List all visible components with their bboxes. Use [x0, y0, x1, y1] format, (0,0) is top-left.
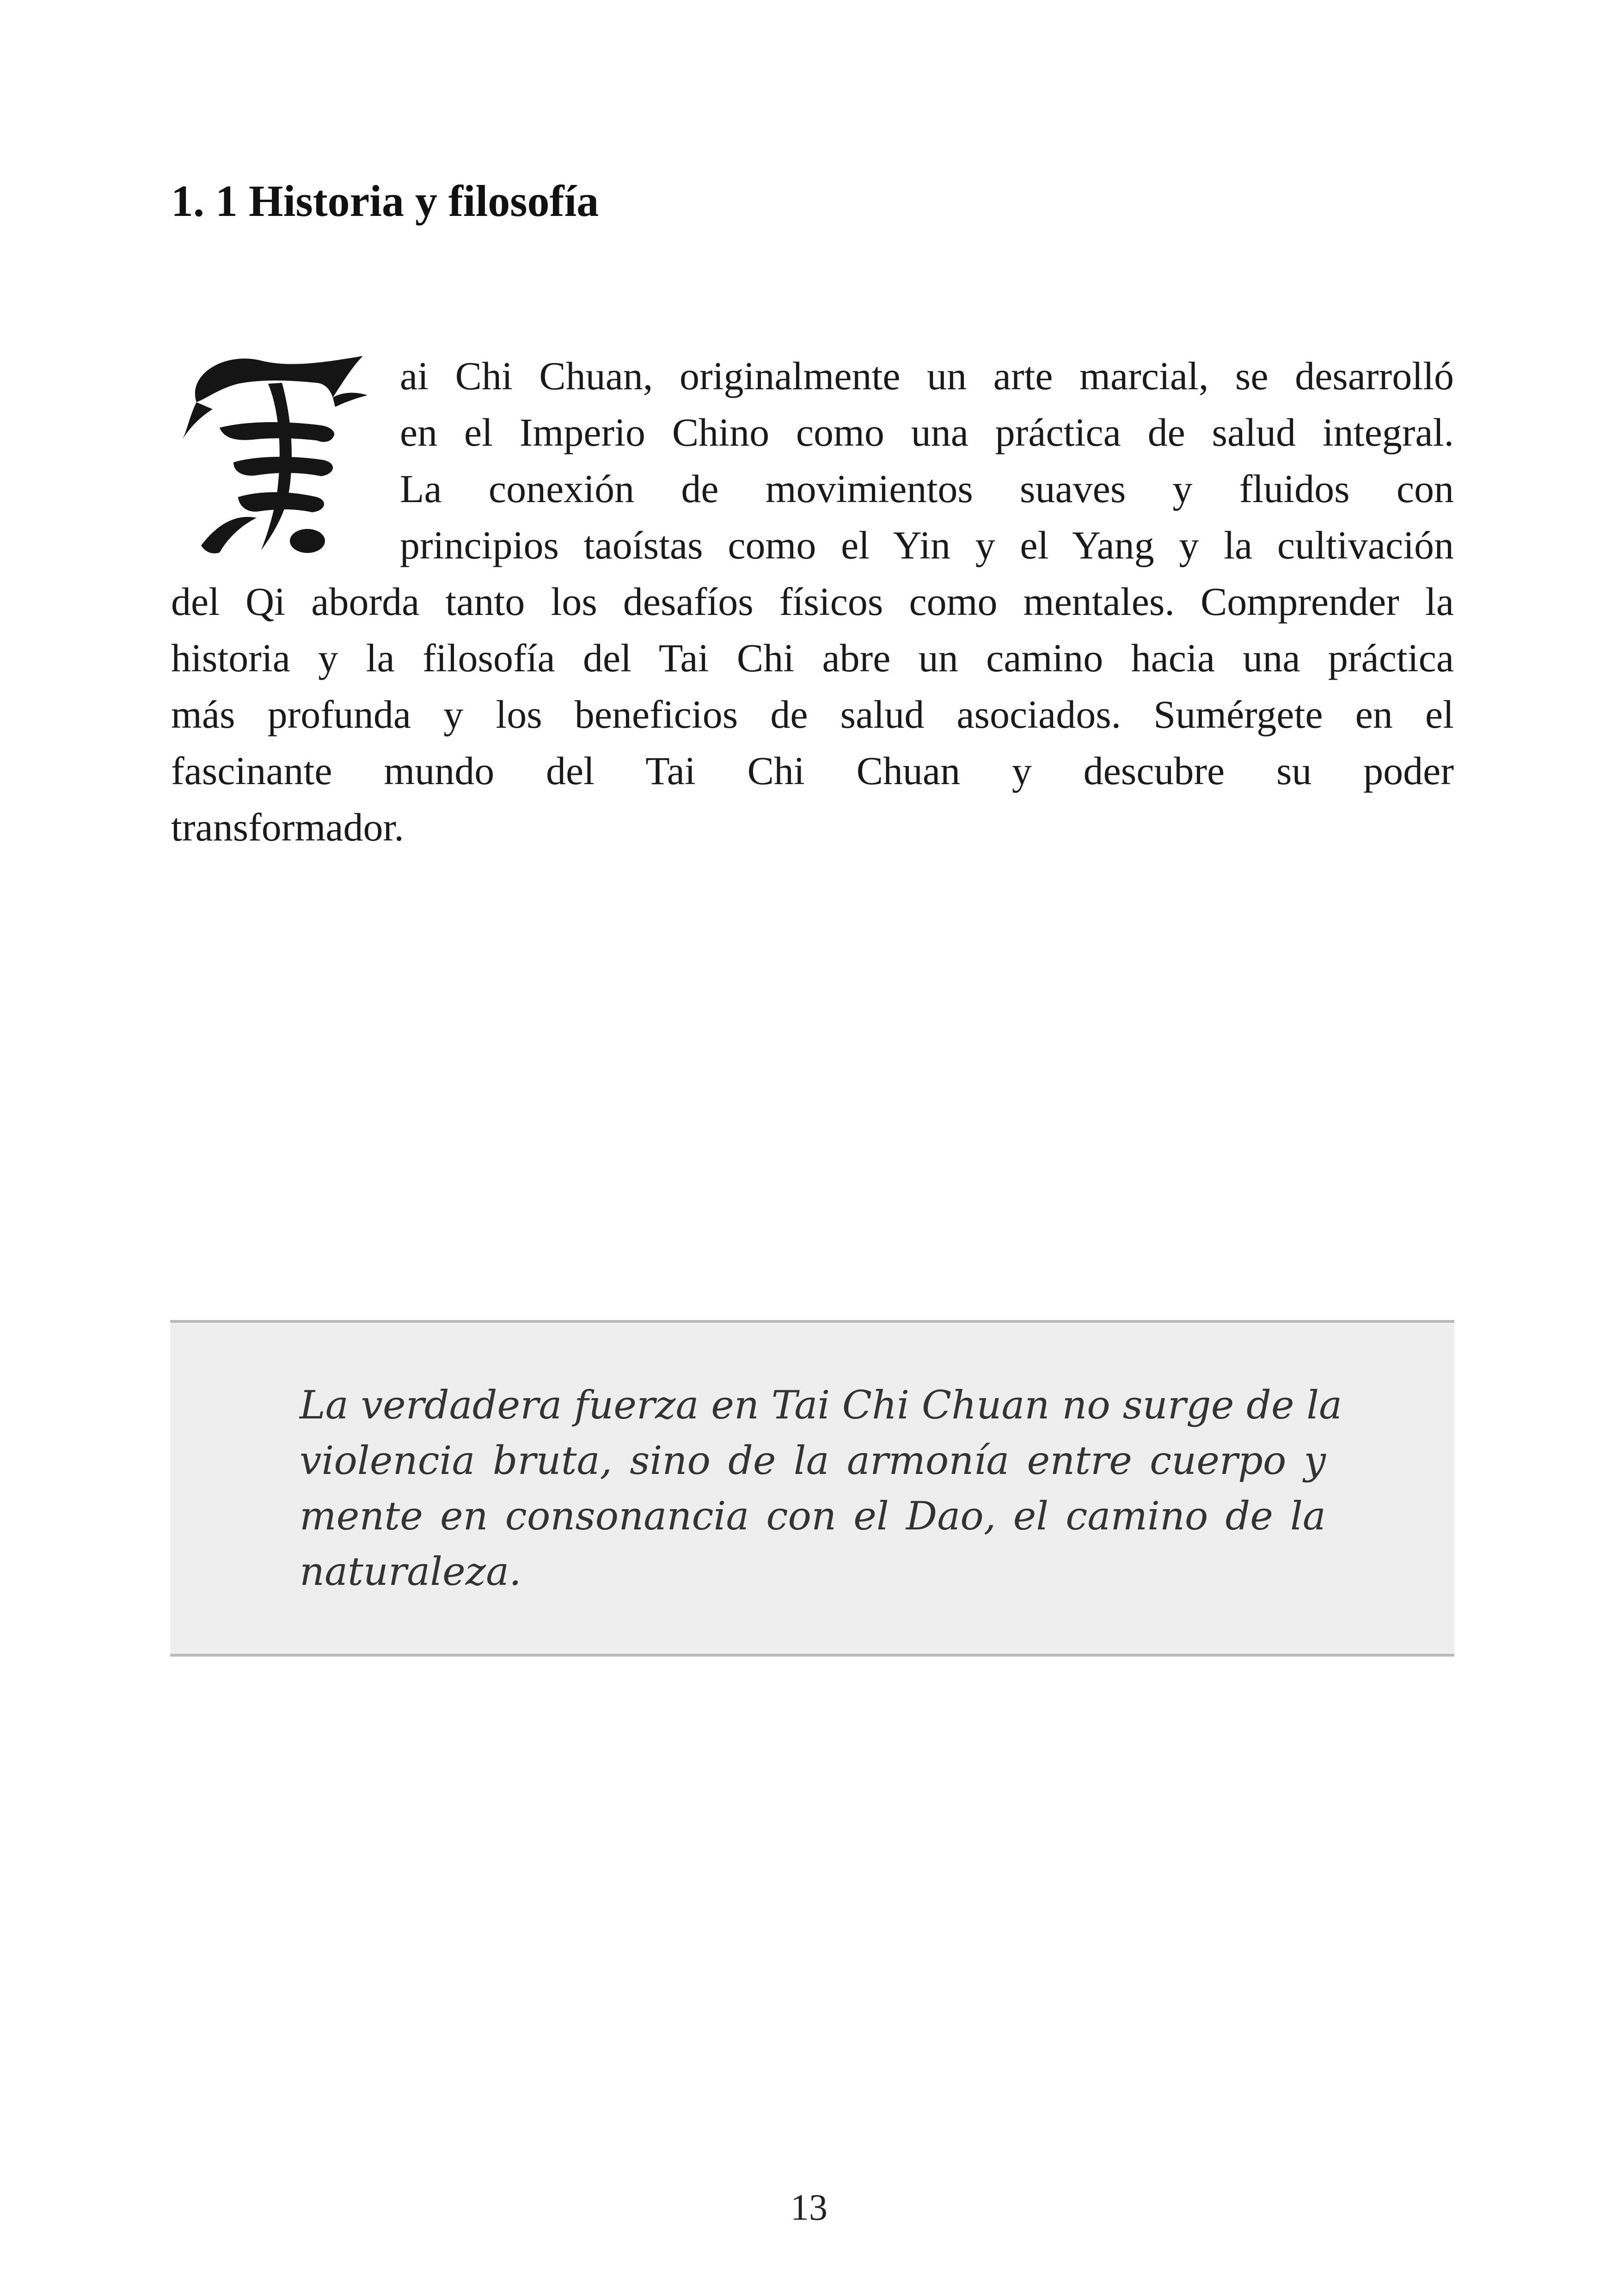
paragraph-line: La conexión de movimientos suaves y fluidos con: [400, 467, 1454, 511]
quote-line: La verdadera fuerza en Tai Chi Chuan no surge de la: [300, 1382, 1342, 1428]
paragraph-line: ai Chi Chuan, originalmente un arte marcial, se desarrolló: [400, 354, 1454, 398]
section-heading: 1. 1 Historia y filosofía: [171, 176, 599, 226]
paragraph-line: del Qi aborda tanto los desafíos físicos como mentales. Comprender la: [171, 579, 1454, 624]
paragraph-line: transformador.: [171, 805, 404, 849]
page-number: 13: [791, 2187, 827, 2228]
paragraph-line: más profunda y los beneficios de salud asociados. Sumérgete en el: [171, 692, 1454, 737]
quote-line: violencia bruta, sino de la armonía entre cuerpo y: [300, 1438, 1326, 1483]
quote-line: mente en consonancia con el Dao, el camino de la: [300, 1493, 1326, 1539]
paragraph-line: fascinante mundo del Tai Chi Chuan y descubre su poder: [171, 749, 1454, 793]
body-paragraph: [171, 348, 1454, 855]
paragraph-line: principios taoístas como el Yin y el Yang y la cultivación: [400, 523, 1454, 567]
paragraph-line: historia y la filosofía del Tai Chi abre un camino hacia una práctica: [171, 636, 1454, 680]
quote-box: [170, 1320, 1454, 1657]
quote-text: [300, 1377, 1342, 1599]
paragraph-line: en el Imperio Chino como una práctica de salud integral.: [400, 410, 1454, 454]
quote-line: naturaleza.: [300, 1549, 521, 1594]
